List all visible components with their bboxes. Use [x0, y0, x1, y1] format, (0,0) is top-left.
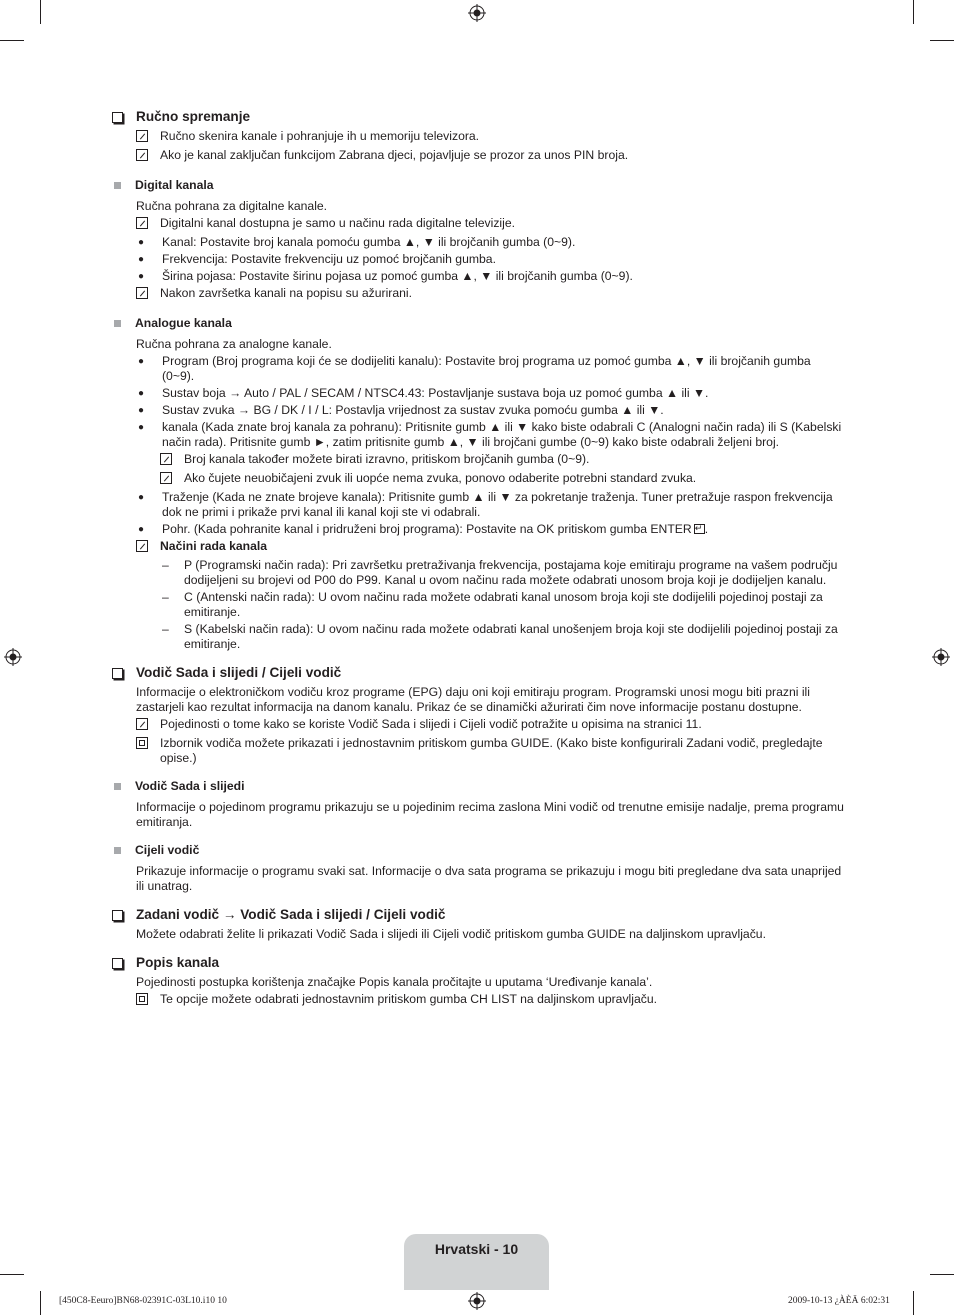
bullet-icon: ● — [138, 422, 145, 433]
checkbox-icon — [112, 112, 123, 123]
crop-mark — [930, 1274, 954, 1275]
paragraph: Informacije o pojedinom programu prikazuju se u pojedinim recima zaslona Mini vodič od trenutne emisije nadalje, prema programu emitiranja. — [136, 800, 844, 829]
note-icon — [136, 287, 148, 299]
subsection-heading: Cijeli vodič — [112, 843, 846, 858]
paragraph: Prikazuje informacije o programu svaki sat. Informacije o dva sata programa se prikazuju i mogu biti pregledane dva sata unaprijed ili unatrag. — [136, 864, 842, 893]
section-heading: Popis kanala — [112, 954, 846, 972]
registration-mark-icon — [468, 4, 486, 22]
crop-mark — [40, 0, 41, 24]
page-number-tab: Hrvatski - 10 — [404, 1234, 549, 1290]
print-footer-right: 2009-10-13 ¿ÀÈÄ 6:02:31 — [788, 1296, 890, 1306]
print-footer-left: [450C8-Eeuro]BN68-02391C-03L10.i10 10 — [59, 1296, 227, 1306]
crop-mark — [40, 1291, 41, 1315]
paragraph: Ručna pohrana za digitalne kanale. — [136, 199, 328, 213]
note-item: Digitalni kanal dostupna je samo u načinu rada digitalne televizije. — [136, 216, 846, 233]
paragraph: Pojedinosti postupka korištenja značajke Popis kanala pročitajte u uputama ‘Uređivanje kanala’. — [136, 975, 653, 989]
bullet-item: ● Pohr. (Kada pohranite kanal i pridruženi broj programa): Postavite na OK pritiskom gumba ENTER↵ . — [136, 522, 846, 537]
note-item: Načini rada kanala — [136, 539, 846, 556]
bullet-item: ● kanala (Kada znate broj kanala za pohranu): Pritisnite gumb ▲ ili ▼ kako biste odabrali C (Analogni način rada) ili S (Kabelski način rada). Pritisnite gumb ►, zatim pritisnite gumb ▲, ▼ ili brojčani gumbe (0~9) kako biste odabrali željeni broj. — [138, 420, 842, 449]
note-icon — [136, 130, 148, 142]
remote-hint-icon — [136, 737, 148, 749]
note-item: Ako je kanal zaključan funkcijom Zabrana djeci, pojavljuje se prozor za unos PIN broja. — [136, 148, 846, 165]
note-item: Pojedinosti o tome kako se koriste Vodič Sada i slijedi i Cijeli vodič potražite u opisima na stranici 11. — [136, 717, 846, 734]
section-heading: Zadani vodič → Vodič Sada i slijedi / Cijeli vodič — [112, 906, 846, 924]
bullet-icon: ● — [138, 254, 145, 265]
note-icon — [160, 453, 172, 465]
manual-content — [112, 108, 846, 1011]
bullet-icon: ● — [138, 388, 145, 399]
paragraph: Ručna pohrana za analogne kanale. — [136, 337, 332, 351]
crop-mark — [913, 1291, 914, 1315]
bullet-icon: ● — [138, 524, 145, 535]
registration-mark-icon — [932, 648, 950, 666]
bullet-icon: ● — [138, 405, 145, 416]
note-icon — [136, 149, 148, 161]
note-item: Izbornik vodiča možete prikazati i jednostavnim pritiskom gumba GUIDE. (Kako biste konfigurirali Zadani vodič, pregledajte opise.) — [136, 736, 846, 766]
bullet-icon: ● — [138, 271, 145, 282]
enter-icon — [694, 524, 705, 534]
checkbox-icon — [112, 958, 123, 969]
paragraph: Informacije o elektroničkom vodiču kroz programe (EPG) daju oni koji emitiraju program. Programski unosi mogu biti prazni ili zastarjeli kao rezultat informacija na danom kanalu. Prikaz će se dinamički ažurirati čim nove informacije postanu dostupne. — [136, 685, 810, 714]
note-item: Ako čujete neuobičajeni zvuk ili uopće nema zvuka, ponovo odaberite potrebni standard zvuka. — [160, 471, 846, 488]
checkbox-icon — [112, 668, 123, 679]
bullet-item: ● Sustav boja → Auto / PAL / SECAM / NTSC4.43: Postavljanje sustava boja uz pomoć gumba ▲ ili ▼. — [138, 386, 709, 400]
crop-mark — [930, 40, 954, 41]
note-item: Nakon završetka kanali na popisu su ažurirani. — [136, 286, 846, 303]
bullet-icon: ● — [138, 492, 145, 503]
bullet-item: ● Program (Broj programa koji će se dodijeliti kanalu): Postavite broj programa uz pomoć gumba ▲, ▼ ili brojčanih gumba (0~9). — [138, 354, 811, 383]
bullet-icon: ● — [138, 356, 145, 367]
dash-item: – C (Antenski način rada): U ovom načinu rada možete odabrati kanal unosom broja koji ste dodijelili pojedinoj postaji za emitiranje. — [162, 590, 823, 619]
registration-mark-icon — [4, 648, 22, 666]
section-heading: Ručno spremanje — [112, 108, 846, 126]
bullet-item: ● Sustav zvuka → BG / DK / I / L: Postavlja vrijednost za sustav zvuka pomoću gumba ▲ ili ▼. — [138, 403, 664, 417]
square-bullet-icon — [114, 783, 121, 790]
note-icon — [136, 217, 148, 229]
section-heading: Vodič Sada i slijedi / Cijeli vodič — [112, 664, 846, 682]
subsection-heading: Analogue kanala — [112, 316, 846, 331]
note-item: Ručno skenira kanale i pohranjuje ih u memoriju televizora. — [136, 129, 846, 146]
bullet-item: ● Traženje (Kada ne znate brojeve kanala): Pritisnite gumb ▲ ili ▼ za pokretanje traženja. Tuner pretražuje raspon frekvencija dok ne primi i prikaže prvi kanal ili kanal koji ste vi odabrali. — [138, 490, 833, 519]
note-icon — [136, 718, 148, 730]
dash-icon: – — [162, 558, 169, 572]
subsection-heading: Digital kanala — [112, 178, 846, 193]
dash-icon: – — [162, 590, 169, 604]
note-icon — [136, 540, 148, 552]
note-item: Broj kanala također možete birati izravno, pritiskom brojčanih gumba (0~9). — [160, 452, 846, 469]
subsection-heading: Vodič Sada i slijedi — [112, 779, 846, 794]
crop-mark — [0, 40, 24, 41]
remote-hint-icon — [136, 993, 148, 1005]
square-bullet-icon — [114, 182, 121, 189]
dash-item: – P (Programski način rada): Pri završetku pretraživanja frekvencija, postajama koje emitiraju programe na vašem području dodijeljeni su brojevi od P00 do P99. Kanal u ovom načinu rada možete odabrati unosom broja koji je dodijeljen kanalu. — [162, 558, 838, 587]
crop-mark — [913, 0, 914, 24]
bullet-item: ● Frekvencija: Postavite frekvenciju uz pomoć brojčanih gumba. — [138, 252, 496, 266]
registration-mark-icon — [468, 1292, 486, 1310]
square-bullet-icon — [114, 847, 121, 854]
note-icon — [160, 472, 172, 484]
paragraph: Možete odabrati želite li prikazati Vodič Sada i slijedi ili Cijeli vodič pritiskom gumba GUIDE na daljinskom upravljaču. — [136, 927, 766, 941]
checkbox-icon — [112, 910, 123, 921]
bullet-item: ● Kanal: Postavite broj kanala pomoću gumba ▲, ▼ ili brojčanih gumba (0~9). — [138, 235, 576, 249]
note-item: Te opcije možete odabrati jednostavnim pritiskom gumba CH LIST na daljinskom upravljaču. — [136, 992, 846, 1009]
bullet-item: ● Širina pojasa: Postavite širinu pojasa uz pomoć gumba ▲, ▼ ili brojčanih gumba (0~9). — [138, 269, 633, 283]
square-bullet-icon — [114, 320, 121, 327]
dash-item: – S (Kabelski način rada): U ovom načinu rada možete odabrati kanal unošenjem broja koji ste dodijelili pojedinoj postaji za emitiranje. — [162, 622, 838, 651]
bullet-icon: ● — [138, 237, 145, 248]
dash-icon: – — [162, 622, 169, 636]
crop-mark — [0, 1274, 24, 1275]
